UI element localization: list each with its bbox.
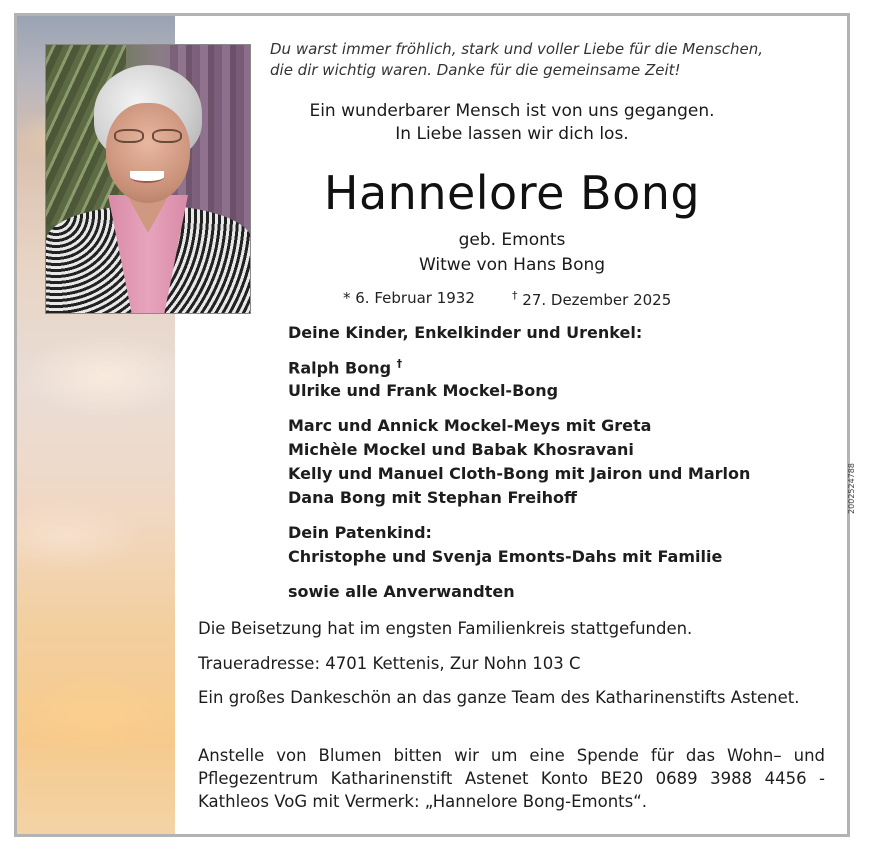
cross-symbol: † (512, 289, 518, 302)
grandchild-1: Marc und Annick Mockel-Meys mit Greta (288, 416, 652, 435)
portrait-photo (45, 44, 251, 314)
cross-symbol: † (396, 357, 403, 370)
birth-date: * 6. Februar 1932 (343, 289, 475, 307)
family-heading: Deine Kinder, Enkelkinder und Urenkel: (288, 323, 643, 342)
grandchild-2: Michèle Mockel und Babak Khosravani (288, 440, 634, 459)
child-2: Ulrike und Frank Mockel-Bong (288, 381, 559, 400)
death-date-line (512, 289, 671, 309)
thanks-notice: Ein großes Dankeschön an das ganze Team des Katharinenstifts Astenet. (198, 688, 800, 707)
quote-line-1: Du warst immer fröhlich, stark und voller Liebe für die Menschen, (270, 40, 764, 58)
godchild-heading: Dein Patenkind: (288, 523, 432, 542)
donation-notice: Anstelle von Blumen bitten wir um eine Spende für das Wohn– und Pflegezentrum Katharinenstift Astenet Konto BE20 0689 3988 4456 - Kathleos VoG mit Vermerk: „Hannelore Bong-Emonts“. (198, 746, 825, 811)
mourning-address: Traueradresse: 4701 Kettenis, Zur Nohn 103 C (198, 654, 581, 673)
intro-line-1: Ein wunderbarer Mensch ist von uns gegangen. (309, 101, 715, 121)
relatives: sowie alle Anverwandten (288, 582, 515, 601)
reference-number: 2002524788 (846, 463, 856, 514)
grandchild-3: Kelly und Manuel Cloth-Bong mit Jairon und Marlon (288, 464, 751, 483)
quote-line-2: die dir wichtig waren. Danke für die gemeinsame Zeit! (270, 61, 681, 79)
grandchild-4: Dana Bong mit Stephan Freihoff (288, 488, 577, 507)
widow-of: Witwe von Hans Bong (418, 255, 606, 275)
godchild: Christophe und Svenja Emonts-Dahs mit Familie (288, 547, 723, 566)
intro-line-2: In Liebe lassen wir dich los. (395, 124, 629, 144)
child-1: Ralph Bong † (288, 357, 403, 378)
burial-notice: Die Beisetzung hat im engsten Familienkreis stattgefunden. (198, 619, 693, 638)
birth-name: geb. Emonts (458, 230, 566, 250)
death-date: 27. Dezember 2025 (522, 291, 672, 309)
deceased-name: Hannelore Bong (323, 166, 701, 220)
